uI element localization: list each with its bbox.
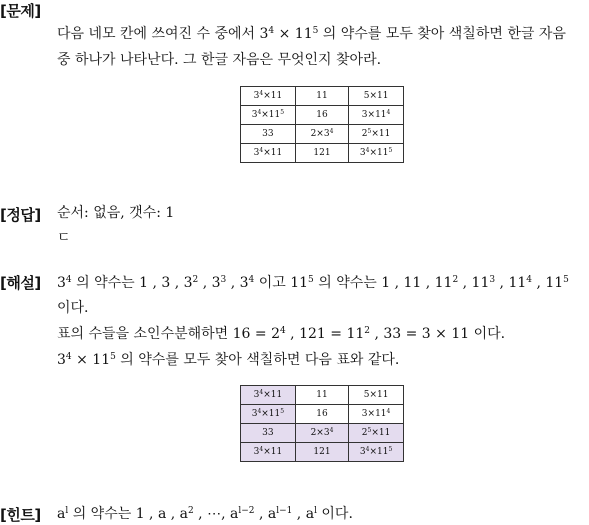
text-segment: , 33 = 3 × 11 이다. bbox=[370, 326, 506, 342]
cell-text: 3 bbox=[253, 148, 260, 158]
exponent: l−1 bbox=[276, 506, 293, 516]
cell-exponent: 4 bbox=[365, 446, 370, 453]
explanation-line-3 bbox=[57, 325, 505, 343]
exponent: 4 bbox=[268, 26, 275, 36]
exponent: l−2 bbox=[238, 506, 255, 516]
cell-text: 121 bbox=[313, 148, 331, 158]
table-cell bbox=[241, 424, 296, 443]
table-cell bbox=[295, 144, 348, 163]
cell-text: 3 bbox=[253, 447, 260, 457]
problem-line-2: 중 하나가 나타난다. 그 한글 자음은 무엇인지 찾아라. bbox=[57, 52, 382, 68]
cell-text: ×11 bbox=[263, 390, 283, 400]
cell-text: 5×11 bbox=[363, 390, 389, 400]
cell-exponent: 4 bbox=[257, 109, 262, 116]
table-cell bbox=[349, 125, 404, 144]
exponent: 5 bbox=[308, 275, 314, 285]
exponent: 2 bbox=[188, 506, 194, 516]
cell-text: 5×11 bbox=[363, 91, 389, 101]
cell-text: 3 bbox=[253, 91, 260, 101]
cell-text: 3 bbox=[251, 409, 258, 419]
explanation-label: [해설] bbox=[0, 274, 41, 292]
cell-text: 33 bbox=[262, 428, 274, 438]
table-cell bbox=[349, 405, 404, 424]
cell-exponent: 5 bbox=[388, 147, 393, 154]
exponent: l bbox=[65, 506, 69, 516]
cell-text: 11 bbox=[316, 91, 328, 101]
table-row bbox=[241, 144, 404, 163]
text-segment: 이고 11 bbox=[254, 275, 309, 291]
text-segment: × 11 bbox=[274, 26, 313, 42]
exponent: l bbox=[314, 506, 317, 516]
explanation-line-4 bbox=[57, 351, 399, 369]
table-cell bbox=[349, 87, 404, 106]
explanation-line-2: 이다. bbox=[57, 300, 89, 316]
table-row bbox=[241, 424, 404, 443]
cell-text: 3 bbox=[251, 110, 258, 120]
cell-text: 2×3 bbox=[310, 428, 330, 438]
exponent: 4 bbox=[248, 275, 255, 285]
cell-text: ×11 bbox=[371, 428, 391, 438]
table-cell bbox=[241, 443, 296, 462]
cell-exponent: 4 bbox=[329, 427, 334, 434]
cell-text: 16 bbox=[316, 409, 328, 419]
text-segment: , 11 bbox=[532, 275, 564, 291]
text-segment: 의 약수를 모두 찾아 색칠하면 한글 자음 bbox=[318, 26, 566, 42]
cell-text: 11 bbox=[316, 390, 328, 400]
cell-exponent: 4 bbox=[386, 109, 391, 116]
table-cell bbox=[295, 386, 348, 405]
cell-text: ×11 bbox=[263, 447, 283, 457]
cell-text: 3×11 bbox=[361, 409, 387, 419]
table-cell bbox=[241, 87, 296, 106]
text-segment: 의 약수는 1 , 3 , 3 bbox=[71, 275, 193, 291]
exponent: 2 bbox=[192, 275, 199, 285]
exponent: 3 bbox=[489, 275, 496, 285]
exponent: 5 bbox=[312, 26, 319, 36]
solution-table bbox=[240, 385, 404, 462]
cell-text: 3 bbox=[359, 447, 366, 457]
cell-text: ×11 bbox=[371, 129, 391, 139]
cell-exponent: 5 bbox=[280, 109, 285, 116]
table-cell bbox=[295, 125, 348, 144]
table-cell bbox=[295, 443, 348, 462]
cell-text: 2 bbox=[361, 428, 368, 438]
text-segment: × 11 bbox=[71, 352, 111, 368]
exponent: 4 bbox=[65, 352, 72, 362]
exponent: 2 bbox=[364, 326, 370, 336]
cell-exponent: 4 bbox=[259, 147, 264, 154]
text-segment: 표의 수들을 소인수분해하면 16 = 2 bbox=[57, 326, 280, 342]
text-segment: 의 약수는 1 , a , a bbox=[68, 506, 188, 522]
table-cell bbox=[349, 424, 404, 443]
text-segment: , ⋯, a bbox=[193, 506, 239, 522]
table-cell bbox=[295, 106, 348, 125]
cell-exponent: 4 bbox=[257, 408, 262, 415]
text-segment: , a bbox=[254, 506, 277, 522]
text-segment: 이다. bbox=[316, 506, 353, 522]
cell-text: ×11 bbox=[369, 148, 389, 158]
cell-exponent: 5 bbox=[367, 128, 372, 135]
text-segment: 3 bbox=[57, 275, 66, 291]
cell-text: 3 bbox=[359, 148, 366, 158]
hint-label: [힌트] bbox=[0, 506, 41, 524]
cell-text: 2 bbox=[361, 129, 368, 139]
cell-text: ×11 bbox=[261, 409, 281, 419]
table-row bbox=[241, 405, 404, 424]
cell-exponent: 5 bbox=[280, 408, 285, 415]
exponent: 5 bbox=[110, 352, 116, 362]
text-segment: , a bbox=[292, 506, 315, 522]
text-segment: 3 bbox=[57, 352, 66, 368]
exponent: 2 bbox=[452, 275, 459, 285]
table-cell bbox=[241, 386, 296, 405]
hint-line-1 bbox=[57, 505, 353, 523]
problem-line-1 bbox=[57, 25, 566, 43]
cell-text: 2×3 bbox=[310, 129, 330, 139]
table-cell bbox=[349, 144, 404, 163]
cell-text: 121 bbox=[313, 447, 331, 457]
text-segment: 의 약수를 모두 찾아 색칠하면 다음 표와 같다. bbox=[115, 352, 400, 368]
exponent: 4 bbox=[280, 326, 286, 336]
cell-text: 33 bbox=[262, 129, 274, 139]
text-segment: , 121 = 11 bbox=[285, 326, 365, 342]
exponent: 5 bbox=[563, 275, 569, 285]
table-cell bbox=[295, 424, 348, 443]
cell-exponent: 4 bbox=[259, 389, 264, 396]
table-cell bbox=[349, 386, 404, 405]
table-row bbox=[241, 106, 404, 125]
text-segment: , 11 bbox=[495, 275, 527, 291]
table-cell bbox=[241, 405, 296, 424]
cell-exponent: 4 bbox=[329, 128, 334, 135]
exponent: 3 bbox=[220, 275, 227, 285]
cell-exponent: 4 bbox=[365, 147, 370, 154]
cell-exponent: 4 bbox=[386, 408, 391, 415]
table-row bbox=[241, 125, 404, 144]
cell-text: ×11 bbox=[369, 447, 389, 457]
table-row bbox=[241, 443, 404, 462]
text-segment: , 11 bbox=[458, 275, 490, 291]
table-row bbox=[241, 386, 404, 405]
problem-table bbox=[240, 86, 404, 163]
cell-text: ×11 bbox=[263, 91, 283, 101]
table-cell bbox=[241, 144, 296, 163]
problem-label: [문제] bbox=[0, 2, 41, 20]
text-segment: , 3 bbox=[198, 275, 221, 291]
cell-exponent: 5 bbox=[388, 446, 393, 453]
cell-text: ×11 bbox=[261, 110, 281, 120]
text-segment: 다음 네모 칸에 쓰여진 수 중에서 3 bbox=[57, 26, 269, 42]
text-segment: , 3 bbox=[226, 275, 249, 291]
explanation-line-1 bbox=[57, 274, 569, 292]
answer-line-2: ㄷ bbox=[57, 230, 71, 246]
answer-label: [정답] bbox=[0, 206, 41, 224]
cell-text: ×11 bbox=[263, 148, 283, 158]
text-segment: 의 약수는 1 , 11 , 11 bbox=[313, 275, 453, 291]
table-row bbox=[241, 87, 404, 106]
cell-exponent: 5 bbox=[367, 427, 372, 434]
cell-exponent: 4 bbox=[259, 446, 264, 453]
exponent: 4 bbox=[526, 275, 532, 285]
table-cell bbox=[349, 106, 404, 125]
cell-exponent: 4 bbox=[259, 90, 264, 97]
exponent: 4 bbox=[65, 275, 72, 285]
table-cell bbox=[241, 106, 296, 125]
table-cell bbox=[241, 125, 296, 144]
cell-text: 3 bbox=[253, 390, 260, 400]
table-cell bbox=[295, 405, 348, 424]
answer-line-1: 순서: 없음, 갯수: 1 bbox=[57, 205, 175, 221]
cell-text: 16 bbox=[316, 110, 328, 120]
table-cell bbox=[295, 87, 348, 106]
cell-text: 3×11 bbox=[361, 110, 387, 120]
text-segment: a bbox=[57, 506, 66, 522]
table-cell bbox=[349, 443, 404, 462]
